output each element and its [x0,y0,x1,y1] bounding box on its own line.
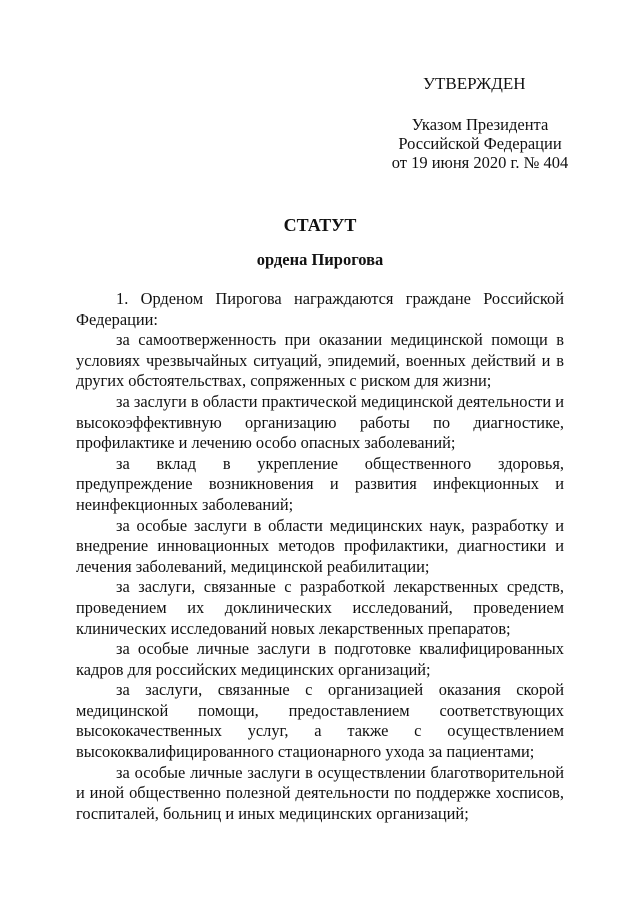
paragraph-9: за особые личные заслуги в осуществлении благотворительной и иной общественно полезной деятельности по поддержке хосписов, госпиталей, больниц и иных медицинских организаций; [76,762,564,823]
document-title [0,214,640,270]
paragraph-2: за самоотверженность при оказании медицинской помощи в условиях чрезвычайных ситуаций, эпидемий, военных действий и в других обстоятельствах, сопряженных с риском для жизни; [76,330,564,391]
paragraph-3: за заслуги в области практической медицинской деятельности и высокоэффективную организацию работы по диагностике, профилактике и лечению особо опасных заболеваний; [76,391,564,453]
paragraph-4: за вклад в укрепление общественного здоровья, предупреждение возникновения и развития инфекционных и неинфекционных заболеваний; [76,453,564,514]
paragraph-6: за заслуги, связанные с разработкой лекарственных средств, проведением их доклинических исследований, проведением клинических исследований новых лекарственных препаратов; [76,577,564,638]
statute-body [76,289,564,824]
title-subtitle: ордена Пирогова [256,250,384,269]
approval-line-federation: Российской Федерации [398,134,562,153]
approval-block [360,74,600,172]
approval-line-date: от 19 июня 2020 г. № 404 [391,153,569,172]
approval-heading: УТВЕРЖДЕН [423,74,526,93]
paragraph-1: 1. Орденом Пирогова награждаются граждане Российской Федерации: [76,289,564,329]
paragraph-5: за особые заслуги в области медицинских наук, разработку и внедрение инновационных методов профилактики, диагностики и лечения заболеваний, медицинской реабилитации; [76,515,564,576]
paragraph-7: за особые личные заслуги в подготовке квалифицированных кадров для российских медицинских организаций; [76,639,564,679]
approval-line-decree: Указом Президента [411,115,549,134]
paragraph-8: за заслуги, связанные с организацией оказания скорой медицинской помощи, предоставлением соответствующих высококачественных услуг, а также с осуществлением высококвалифицированного стационарного ухода за пациентами; [76,680,564,762]
title-main: СТАТУТ [283,215,357,235]
